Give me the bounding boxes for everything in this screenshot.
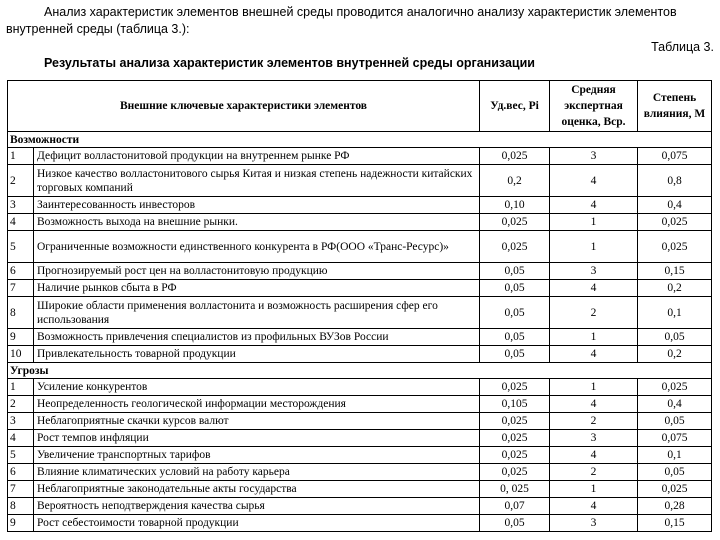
row-text: Привлекательность товарной продукции [34, 346, 480, 363]
row-impact: 0,1 [638, 297, 712, 329]
row-text: Возможность привлечения специалистов из профильных ВУЗов России [34, 329, 480, 346]
row-number: 4 [8, 430, 34, 447]
table-row [8, 430, 712, 447]
row-number: 5 [8, 231, 34, 263]
table-row [8, 515, 712, 532]
row-score: 4 [550, 447, 638, 464]
row-weight: 0,025 [480, 214, 550, 231]
row-text: Влияние климатических условий на работу карьера [34, 464, 480, 481]
table-row [8, 165, 712, 197]
row-number: 1 [8, 379, 34, 396]
row-score: 4 [550, 346, 638, 363]
row-weight: 0,05 [480, 280, 550, 297]
table-row [8, 481, 712, 498]
row-number: 4 [8, 214, 34, 231]
row-score: 4 [550, 498, 638, 515]
row-score: 3 [550, 515, 638, 532]
row-number: 6 [8, 263, 34, 280]
row-impact: 0,4 [638, 197, 712, 214]
row-score: 3 [550, 430, 638, 447]
header-impact: Степень влияния, M [638, 81, 712, 132]
header-score: Средняя экспертная оценка, Bср. [550, 81, 638, 132]
row-number: 2 [8, 165, 34, 197]
row-impact: 0,8 [638, 165, 712, 197]
row-text: Прогнозируемый рост цен на волластонитовую продукцию [34, 263, 480, 280]
row-score: 2 [550, 413, 638, 430]
analysis-table [7, 80, 712, 532]
row-number: 6 [8, 464, 34, 481]
row-number: 8 [8, 297, 34, 329]
row-weight: 0,025 [480, 447, 550, 464]
row-number: 5 [8, 447, 34, 464]
row-score: 1 [550, 231, 638, 263]
row-number: 8 [8, 498, 34, 515]
row-score: 3 [550, 148, 638, 165]
row-text: Наличие рынков сбыта в РФ [34, 280, 480, 297]
row-number: 10 [8, 346, 34, 363]
threats-section-title: Угрозы [8, 363, 712, 379]
row-score: 4 [550, 280, 638, 297]
row-text: Ограниченные возможности единственного конкурента в РФ(ООО «Транс-Ресурс)» [34, 231, 480, 263]
row-weight: 0,2 [480, 165, 550, 197]
header-weight: Уд.вес, Pi [480, 81, 550, 132]
row-score: 1 [550, 379, 638, 396]
table-row [8, 379, 712, 396]
row-text: Дефицит волластонитовой продукции на внутреннем рынке РФ [34, 148, 480, 165]
table-row [8, 197, 712, 214]
row-impact: 0,025 [638, 231, 712, 263]
table-row [8, 396, 712, 413]
row-weight: 0, 025 [480, 481, 550, 498]
table-row [8, 413, 712, 430]
row-weight: 0,05 [480, 297, 550, 329]
row-number: 7 [8, 481, 34, 498]
row-weight: 0,025 [480, 430, 550, 447]
row-text: Возможность выхода на внешние рынки. [34, 214, 480, 231]
threats-section-row [8, 363, 712, 379]
row-text: Заинтересованность инвесторов [34, 197, 480, 214]
table-row [8, 329, 712, 346]
row-score: 1 [550, 329, 638, 346]
table-row [8, 498, 712, 515]
table-number: Таблица 3. [651, 40, 714, 54]
row-text: Вероятность неподтверждения качества сырья [34, 498, 480, 515]
opportunities-section-title: Возможности [8, 132, 712, 148]
row-number: 3 [8, 413, 34, 430]
row-weight: 0,05 [480, 329, 550, 346]
row-text: Рост темпов инфляции [34, 430, 480, 447]
row-number: 1 [8, 148, 34, 165]
row-impact: 0,025 [638, 214, 712, 231]
row-score: 4 [550, 197, 638, 214]
header-name: Внешние ключевые характеристики элементов [8, 81, 480, 132]
row-impact: 0,05 [638, 413, 712, 430]
row-weight: 0,105 [480, 396, 550, 413]
row-impact: 0,28 [638, 498, 712, 515]
row-impact: 0,075 [638, 430, 712, 447]
row-text: Неопределенность геологической информации месторождения [34, 396, 480, 413]
row-weight: 0,10 [480, 197, 550, 214]
table-row [8, 346, 712, 363]
row-impact: 0,15 [638, 263, 712, 280]
header-row [8, 81, 712, 132]
table-row [8, 231, 712, 263]
table-row [8, 280, 712, 297]
row-score: 3 [550, 263, 638, 280]
table-row [8, 447, 712, 464]
row-score: 4 [550, 396, 638, 413]
row-weight: 0,025 [480, 413, 550, 430]
row-text: Широкие области применения волластонита и возможность расширения сфер его использования [34, 297, 480, 329]
row-score: 4 [550, 165, 638, 197]
row-score: 2 [550, 297, 638, 329]
row-impact: 0,1 [638, 447, 712, 464]
row-text: Низкое качество волластонитового сырья Китая и низкая степень надежности китайских торговых компаний [34, 165, 480, 197]
intro-paragraph: Анализ характеристик элементов внешней среды проводится аналогично анализу характеристик элементов внутренней среды (таблица 3.): [6, 5, 677, 36]
row-impact: 0,025 [638, 379, 712, 396]
table-row [8, 214, 712, 231]
table-row [8, 297, 712, 329]
row-text: Увеличение транспортных тарифов [34, 447, 480, 464]
row-impact: 0,025 [638, 481, 712, 498]
row-text: Неблагоприятные скачки курсов валют [34, 413, 480, 430]
row-impact: 0,2 [638, 280, 712, 297]
row-score: 1 [550, 214, 638, 231]
row-impact: 0,4 [638, 396, 712, 413]
row-text: Неблагоприятные законодательные акты государства [34, 481, 480, 498]
row-weight: 0,025 [480, 379, 550, 396]
row-weight: 0,025 [480, 148, 550, 165]
opportunities-section-row [8, 132, 712, 148]
row-impact: 0,15 [638, 515, 712, 532]
row-weight: 0,05 [480, 515, 550, 532]
row-impact: 0,075 [638, 148, 712, 165]
row-number: 9 [8, 515, 34, 532]
table-body [8, 132, 712, 532]
row-number: 7 [8, 280, 34, 297]
table-row [8, 464, 712, 481]
row-weight: 0,025 [480, 464, 550, 481]
row-text: Усиление конкурентов [34, 379, 480, 396]
row-number: 9 [8, 329, 34, 346]
row-score: 2 [550, 464, 638, 481]
row-number: 2 [8, 396, 34, 413]
row-impact: 0,05 [638, 329, 712, 346]
row-impact: 0,05 [638, 464, 712, 481]
row-number: 3 [8, 197, 34, 214]
row-weight: 0,025 [480, 231, 550, 263]
table-row [8, 148, 712, 165]
row-weight: 0,07 [480, 498, 550, 515]
table-title: Результаты анализа характеристик элементов внутренней среды организации [44, 56, 535, 70]
row-weight: 0,05 [480, 346, 550, 363]
row-impact: 0,2 [638, 346, 712, 363]
row-text: Рост себестоимости товарной продукции [34, 515, 480, 532]
row-weight: 0,05 [480, 263, 550, 280]
row-score: 1 [550, 481, 638, 498]
table-row [8, 263, 712, 280]
